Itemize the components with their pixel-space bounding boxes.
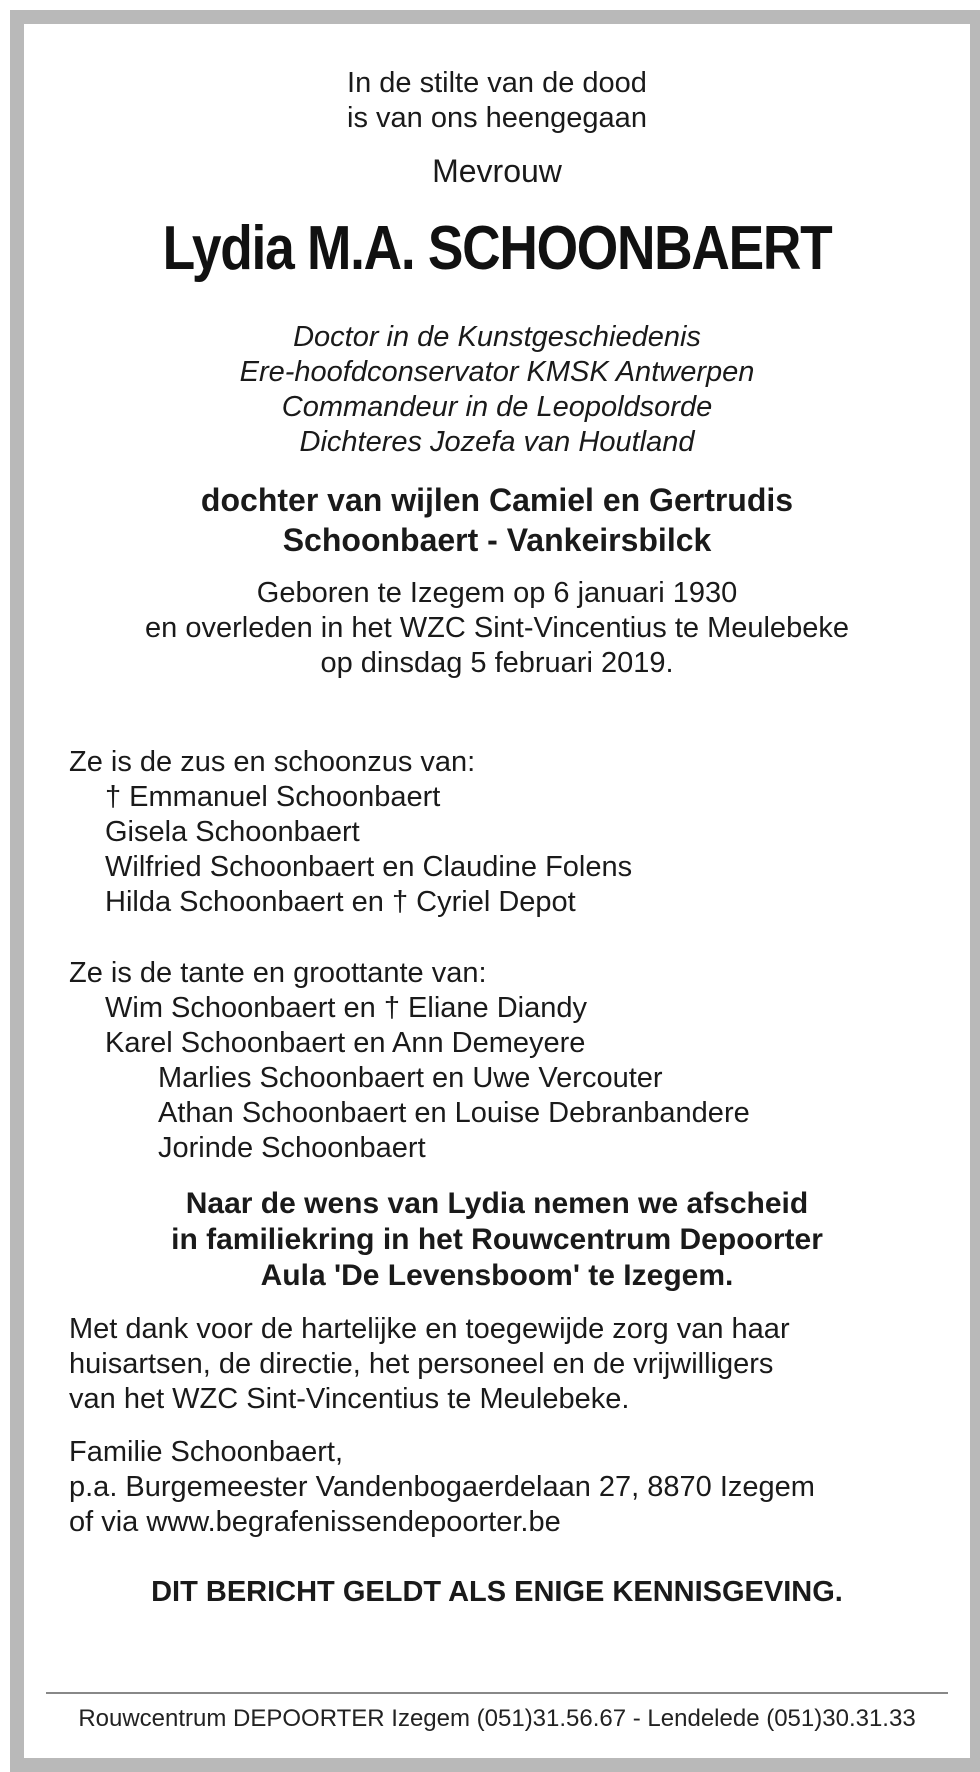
siblings-heading: Ze is de zus en schoonzus van: xyxy=(69,746,476,778)
thanks-text xyxy=(24,1312,970,1417)
title-line: Dichteres Jozefa van Houtland xyxy=(299,426,695,458)
title-line: Ere-hoofdconservator KMSK Antwerpen xyxy=(239,356,755,388)
family-website: of via www.begrafenissendepoorter.be xyxy=(69,1506,561,1538)
family-street-address: p.a. Burgemeester Vandenbogaerdelaan 27, 8870 Izegem xyxy=(69,1471,815,1503)
siblings-section xyxy=(24,745,970,920)
farewell-text xyxy=(24,1186,970,1294)
farewell-line-2: in familiekring in het Rouwcentrum Depoorter xyxy=(171,1223,823,1256)
intro-text xyxy=(24,24,970,136)
sibling-name: Wilfried Schoonbaert en Claudine Folens xyxy=(105,851,633,883)
family-address xyxy=(24,1435,970,1540)
grandniece-name: Athan Schoonbaert en Louise Debranbandere xyxy=(158,1097,750,1129)
sibling-name: Gisela Schoonbaert xyxy=(105,816,360,848)
birth-death-text xyxy=(24,576,970,681)
thanks-line-1: Met dank voor de hartelijke en toegewijde zorg van haar xyxy=(69,1313,790,1345)
family-name: Familie Schoonbaert, xyxy=(69,1436,344,1468)
sibling-name: Hilda Schoonbaert en † Cyriel Depot xyxy=(105,886,576,918)
niece-name: Karel Schoonbaert en Ann Demeyere xyxy=(105,1027,586,1059)
title-line: Commandeur in de Leopoldsorde xyxy=(281,391,713,423)
death-date-line: op dinsdag 5 februari 2019. xyxy=(320,647,674,679)
deceased-name: Lydia M.A. SCHOONBAERT xyxy=(162,214,832,283)
grandniece-name: Jorinde Schoonbaert xyxy=(158,1132,426,1164)
birth-line: Geboren te Izegem op 6 januari 1930 xyxy=(256,577,738,609)
parents-text xyxy=(24,480,970,560)
thanks-line-3: van het WZC Sint-Vincentius te Meulebeke. xyxy=(69,1383,630,1415)
farewell-line-1: Naar de wens van Lydia nemen we afscheid xyxy=(185,1187,809,1220)
title-line: Doctor in de Kunstgeschiedenis xyxy=(293,321,701,353)
niece-name: Wim Schoonbaert en † Eliane Diandy xyxy=(105,992,587,1024)
footer-divider xyxy=(46,1692,948,1694)
obituary-frame xyxy=(10,10,980,1772)
funeral-home-footer: Rouwcentrum DEPOORTER Izegem (051)31.56.67 - Lendelede (051)30.31.33 xyxy=(78,1705,916,1732)
farewell-line-3: Aula 'De Levensboom' te Izegem. xyxy=(260,1259,734,1292)
parents-line-1: dochter van wijlen Camiel en Gertrudis xyxy=(200,482,794,518)
grandniece-name: Marlies Schoonbaert en Uwe Vercouter xyxy=(158,1062,663,1094)
obituary-content xyxy=(24,24,970,1758)
notice-text: DIT BERICHT GELDT ALS ENIGE KENNISGEVING. xyxy=(151,1576,843,1608)
parents-line-2: Schoonbaert - Vankeirsbilck xyxy=(282,522,712,558)
intro-line-1: In de stilte van de dood xyxy=(347,67,647,99)
nieces-heading: Ze is de tante en groottante van: xyxy=(69,957,487,989)
nieces-section xyxy=(24,956,970,1166)
honorary-titles xyxy=(24,320,970,460)
sibling-name: † Emmanuel Schoonbaert xyxy=(105,781,441,813)
thanks-line-2: huisartsen, de directie, het personeel en de vrijwilligers xyxy=(69,1348,774,1380)
death-line: en overleden in het WZC Sint-Vincentius te Meulebeke xyxy=(145,612,849,644)
salutation: Mevrouw xyxy=(432,153,562,189)
intro-line-2: is van ons heengegaan xyxy=(347,102,647,134)
